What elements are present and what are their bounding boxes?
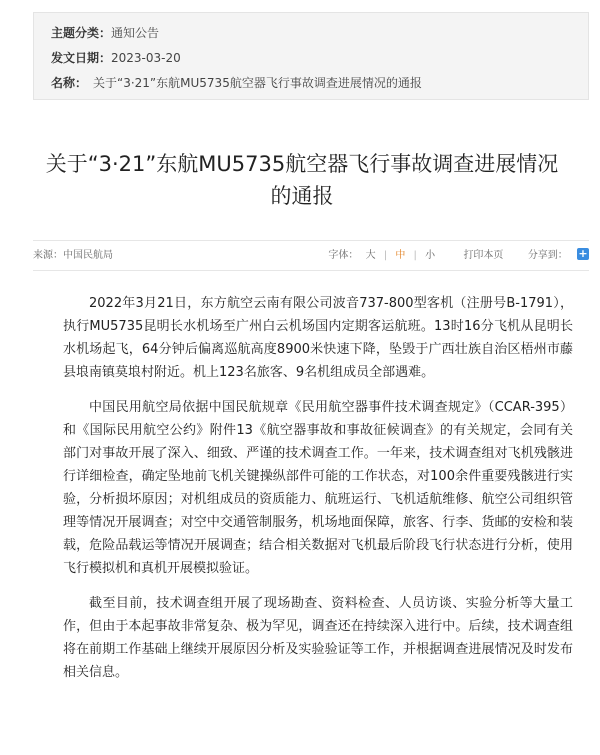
meta-name-label: 名称： — [51, 76, 88, 90]
paragraph: 中国民用航空局依据中国民航规章《民用航空器事件技术调查规定》（CCAR-395）和《国际民用航空公约》附件13《航空器事故和事故征候调查》的有关规定，会同有关部门对事故开展了深入、细致、严谨的技术调查工作。一年来，技术调查组对飞机残骸进行详细检查，确定坠地前飞机关键操纵部件可能的工作状态，对100余件重要残骸进行实验，分析损坏原因；对机组成员的资质能力、航班运行、飞机适航维修、航空公司组织管理等情况开展调查；对空中交通管制服务，机场地面保障，旅客、行李、货邮的安检和装载，危险品载运等情况开展调查；结合相关数据对飞机最后阶段飞行状态进行分析，使用飞行模拟机和真机开展模拟验证。 — [63, 400, 573, 576]
meta-name-row — [51, 71, 588, 96]
font-size-large-button[interactable]: 大 — [365, 250, 376, 261]
meta-date-value: 2023-03-20 — [111, 51, 181, 65]
separator: | — [413, 250, 417, 261]
article-toolbar — [33, 241, 589, 270]
font-size-label: 字体： — [328, 250, 359, 261]
paragraph: 2022年3月21日，东方航空云南有限公司波音737-800型客机（注册号B-1791），执行MU5735昆明长水机场至广州白云机场国内定期客运航班。13时16分飞机从昆明长水机场起飞，64分钟后偏离巡航高度8900米快速下降，坠毁于广西壮族自治区梧州市藤县埌南镇莫埌村附近。机上123名旅客、9名机组成员全部遇难。 — [63, 296, 573, 380]
article-title-line-1: 关于“3·21”东航MU5735航空器飞行事故调查进展情况 — [45, 152, 559, 176]
article-title-line-2: 的通报 — [270, 184, 334, 208]
print-button[interactable]: 打印本页 — [463, 250, 504, 261]
font-size-medium-button[interactable]: 中 — [395, 250, 406, 261]
separator: | — [383, 250, 388, 261]
meta-name-value: 关于“3·21”东航MU5735航空器飞行事故调查进展情况的通报 — [93, 76, 422, 90]
paragraph: 截至目前，技术调查组开展了现场勘查、资料检查、人员访谈、实验分析等大量工作，但由于本起事故非常复杂、极为罕见，调查还在持续深入进行中。后续，技术调查组将在前期工作基础上继续开展原因分析及实验验证等工作，并根据调查进展情况及时发布相关信息。 — [63, 596, 573, 680]
meta-category-label: 主题分类： — [51, 26, 112, 40]
article-body — [63, 292, 573, 696]
meta-info-box — [33, 12, 589, 100]
meta-category-value: 通知公告 — [111, 26, 160, 40]
article-title — [20, 148, 584, 212]
share-label: 分享到： — [527, 250, 568, 261]
divider-bottom — [33, 270, 589, 271]
source-text: 来源：中国民航局 — [33, 250, 113, 261]
share-plus-icon[interactable] — [577, 248, 589, 260]
toolbar-actions — [328, 241, 589, 270]
meta-category-row — [51, 21, 588, 46]
font-size-small-button[interactable]: 小 — [425, 250, 436, 261]
meta-date-row — [51, 46, 588, 71]
meta-date-label: 发文日期： — [51, 51, 112, 65]
